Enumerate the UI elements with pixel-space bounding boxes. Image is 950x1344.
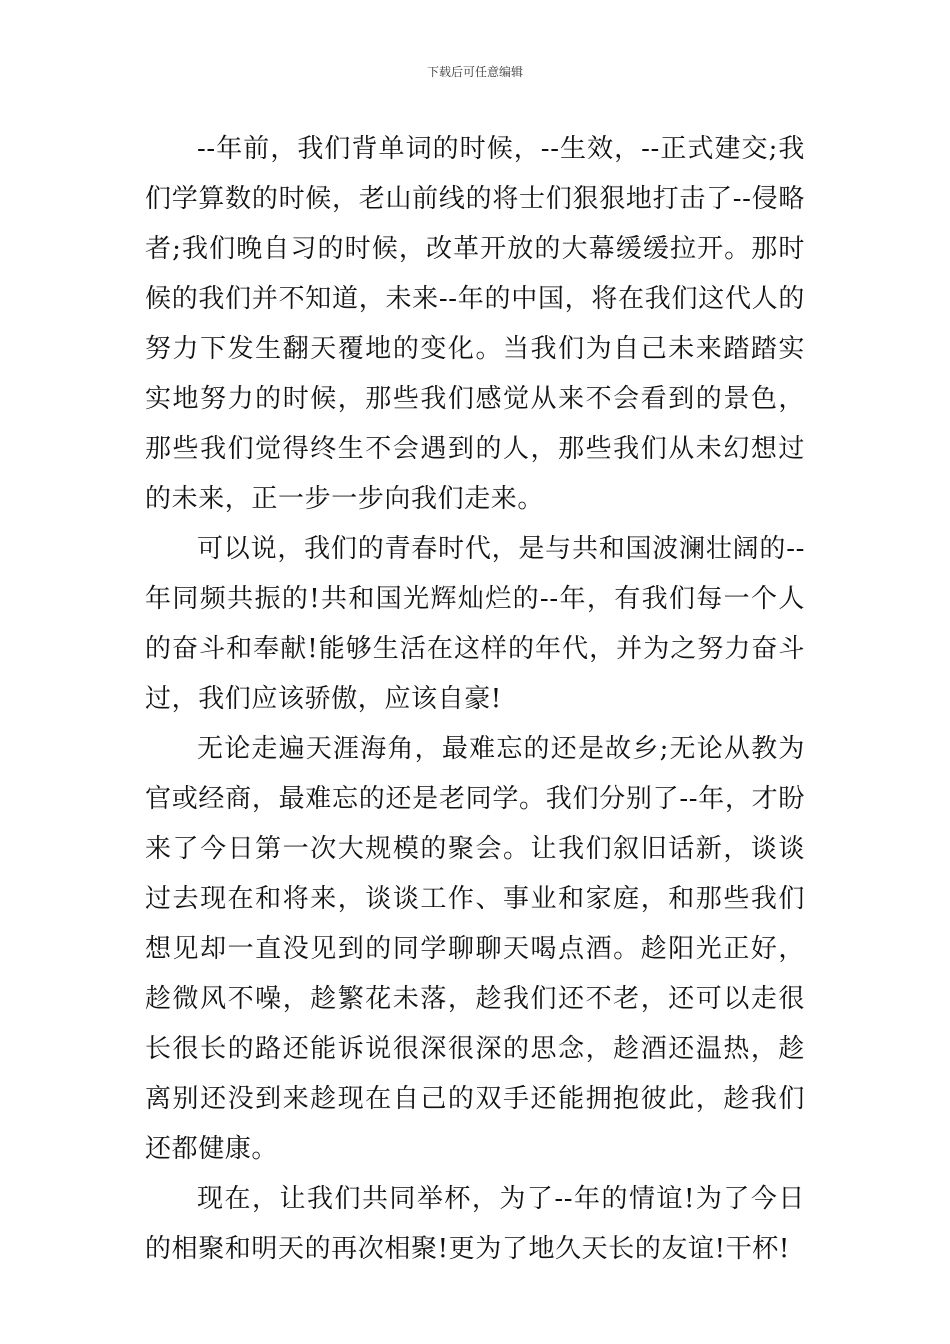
paragraph-1: --年前，我们背单词的时候，--生效，--正式建交;我们学算数的时候，老山前线的将士们狠狠地打击了--侵略者;我们晚自习的时候，改革开放的大幕缓缓拉开。那时候的我们并不知道，未来--年的中国，将在我们这代人的努力下发生翻天覆地的变化。当我们为自己未来踏踏实实地努力的时候，那些我们感觉从来不会看到的景色，那些我们觉得终生不会遇到的人，那些我们从未幻想过的未来，正一步一步向我们走来。 — [145, 134, 805, 514]
document-body — [145, 124, 805, 1274]
paragraph-3: 无论走遍天涯海角，最难忘的还是故乡;无论从教为官或经商，最难忘的还是老同学。我们分别了--年，才盼来了今日第一次大规模的聚会。让我们叙旧话新，谈谈过去现在和将来，谈谈工作、事业和家庭，和那些我们想见却一直没见到的同学聊聊天喝点酒。趁阳光正好，趁微风不噪，趁繁花未落，趁我们还不老，还可以走很长很长的路还能诉说很深很深的思念，趁酒还温热，趁离别还没到来趁现在自己的双手还能拥抱彼此，趁我们还都健康。 — [145, 734, 805, 1164]
page-header: 下载后可任意编辑 — [426, 65, 523, 79]
paragraph-4: 现在，让我们共同举杯，为了--年的情谊!为了今日的相聚和明天的再次相聚!更为了地久天长的友谊!干杯! — [145, 1184, 805, 1264]
paragraph-2: 可以说，我们的青春时代，是与共和国波澜壮阔的--年同频共振的!共和国光辉灿烂的--年，有我们每一个人的奋斗和奉献!能够生活在这样的年代，并为之努力奋斗过，我们应该骄傲，应该自豪! — [145, 534, 805, 714]
